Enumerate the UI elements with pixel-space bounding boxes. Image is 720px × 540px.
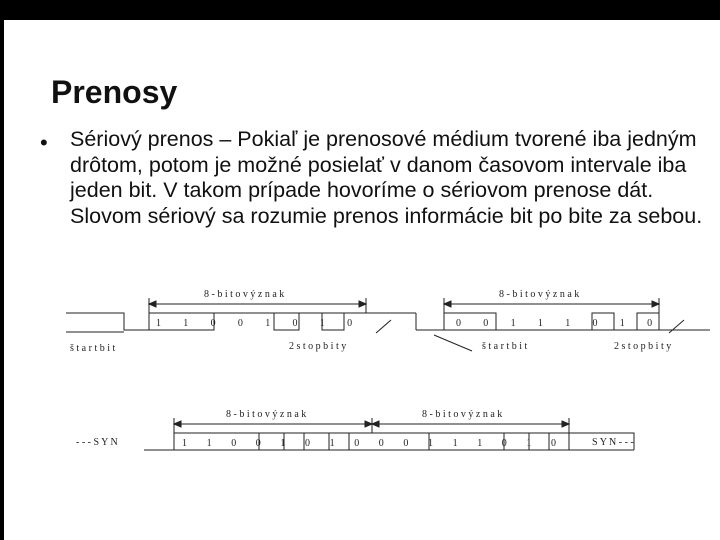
sync-bit-13: 0: [501, 438, 507, 449]
sync-bit-14: 1: [526, 438, 532, 449]
async-1-bit-6: 1: [319, 318, 325, 329]
sync-bit-10: 1: [428, 438, 433, 449]
sync-char-label-2: 8 - b i t o v ý z n a k: [422, 409, 503, 420]
sync-signal: [144, 433, 634, 450]
async-1-bit-5: 0: [292, 318, 298, 329]
async-2-stop-pointer: [669, 320, 684, 333]
async-2-bit-labels: [456, 318, 652, 329]
sync-waveform: [144, 418, 634, 450]
async-2-bit-6: 1: [619, 318, 625, 329]
async-2-start-label: š t a r t b i t: [482, 341, 528, 352]
async-2-bit-5: 0: [592, 318, 598, 329]
sync-right-label: S Y N - - -: [592, 437, 634, 448]
sync-bit-12: 1: [477, 438, 483, 449]
sync-bit-15: 0: [551, 438, 556, 449]
sync-bit-5: 0: [305, 438, 310, 449]
sync-bit-3: 0: [255, 438, 261, 449]
async-2-stop-label: 2 s t o p b i t y: [614, 341, 672, 352]
sync-bit-6: 1: [329, 438, 335, 449]
async-1-bit-0: 1: [156, 318, 161, 329]
async-waveform-1: [66, 298, 444, 333]
async-1-signal: [66, 313, 149, 330]
sync-bit-labels: [182, 438, 556, 449]
bullet-text: Sériový prenos – Pokiaľ je prenosové médium tvorené iba jedným drôtom, potom je možné posielať v danom časovom intervale iba jeden bit. V takom prípade hovoríme o sériovom prenose dát. Slovom sériový sa rozumie prenos informácie bit po bite za sebou.: [70, 127, 703, 228]
async-1-stop-label: 2 s t o p b i t y: [289, 341, 347, 352]
async-1-char-label: 8 - b i t o v ý z n a k: [204, 289, 285, 300]
async-2-bit-4: 1: [565, 318, 571, 329]
sync-bit-4: 1: [280, 438, 286, 449]
async-1-stop-pointer: [376, 320, 391, 333]
async-2-bit-0: 0: [456, 318, 461, 329]
serial-transmission-diagram: [4, 20, 720, 540]
bullet-marker: •: [40, 130, 48, 155]
async-1-bit-labels: [156, 318, 352, 329]
sync-bit-2: 0: [231, 438, 237, 449]
sync-bit-0: 1: [182, 438, 187, 449]
async-2-bit-2: 1: [510, 318, 516, 329]
async-1-bit-1: 1: [183, 318, 189, 329]
sync-char-label-1: 8 - b i t o v ý z n a k: [226, 409, 307, 420]
async-2-bit-7: 0: [647, 318, 653, 329]
sync-left-label: - - - S Y N: [76, 437, 118, 448]
async-1-bit-4: 1: [265, 318, 271, 329]
async-1-bit-7: 0: [347, 318, 353, 329]
async-2-bit-3: 1: [537, 318, 543, 329]
async-1-bits-signal: [149, 313, 366, 330]
async-1-start-label: š t a r t b i t: [70, 343, 116, 354]
sync-bit-7: 0: [354, 438, 360, 449]
async-2-bit-1: 0: [483, 318, 489, 329]
async-2-char-label: 8 - b i t o v ý z n a k: [499, 289, 580, 300]
async-1-bit-3: 0: [237, 318, 243, 329]
sync-bit-1: 1: [206, 438, 212, 449]
slide: [4, 20, 720, 540]
sync-bit-9: 0: [403, 438, 409, 449]
sync-bit-8: 0: [378, 438, 384, 449]
async-1-bit-2: 0: [210, 318, 216, 329]
slide-title: Prenosy: [51, 74, 178, 110]
sync-bit-11: 1: [452, 438, 458, 449]
async-2-start-pointer: [434, 335, 472, 351]
